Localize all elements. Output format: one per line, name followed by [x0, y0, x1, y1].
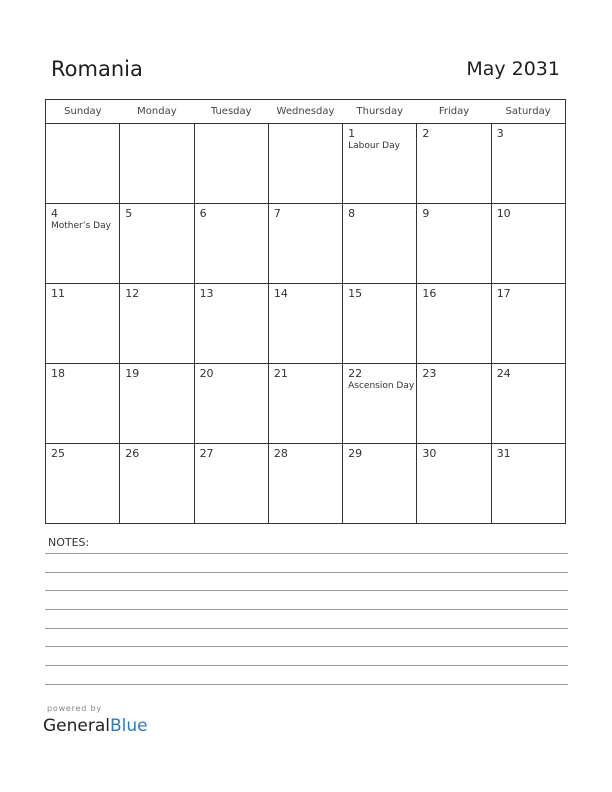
day-number: 5	[125, 207, 133, 220]
day-cell[interactable]	[120, 204, 194, 284]
weekday-header-row	[46, 100, 566, 124]
week-row	[46, 124, 566, 204]
day-cell[interactable]	[46, 124, 120, 204]
notes-line	[45, 609, 568, 610]
day-cell[interactable]	[491, 204, 565, 284]
day-number: 26	[125, 447, 140, 460]
day-number: 3	[496, 127, 504, 140]
day-cell[interactable]	[268, 284, 342, 364]
day-number: 14	[273, 287, 288, 300]
day-number: 13	[199, 287, 214, 300]
day-number: 27	[199, 447, 214, 460]
day-cell[interactable]	[46, 204, 120, 284]
day-cell[interactable]	[491, 444, 565, 524]
day-number: 19	[125, 367, 140, 380]
day-cell[interactable]	[194, 444, 268, 524]
weekday-header: Sunday	[46, 100, 120, 124]
day-cell[interactable]	[343, 364, 417, 444]
day-number: 24	[496, 367, 511, 380]
notes-line	[45, 646, 568, 647]
notes-line	[45, 665, 568, 666]
notes-line	[45, 684, 568, 685]
generalblue-logo[interactable]	[43, 716, 148, 736]
day-number: 11	[51, 287, 65, 300]
day-number: 1	[348, 127, 356, 140]
day-cell[interactable]	[491, 124, 565, 204]
day-number: 12	[125, 287, 140, 300]
day-cell[interactable]	[120, 444, 194, 524]
day-cell[interactable]	[268, 444, 342, 524]
weekday-header: Thursday	[343, 100, 417, 124]
day-cell[interactable]	[491, 284, 565, 364]
calendar-month-year: May 2031	[466, 58, 560, 80]
day-cell[interactable]	[194, 364, 268, 444]
week-row	[46, 204, 566, 284]
day-cell[interactable]	[268, 364, 342, 444]
holiday-label: Ascension Day	[348, 381, 415, 391]
powered-by-text: powered by	[47, 704, 102, 713]
day-cell[interactable]	[120, 124, 194, 204]
day-cell[interactable]	[268, 204, 342, 284]
day-number: 23	[422, 367, 437, 380]
brand-blue: Blue	[110, 716, 148, 736]
week-row	[46, 444, 566, 524]
holiday-label: Labour Day	[348, 141, 400, 151]
day-cell[interactable]	[120, 284, 194, 364]
day-number: 4	[51, 207, 58, 220]
day-cell[interactable]	[417, 364, 491, 444]
day-number: 9	[422, 207, 430, 220]
day-number: 31	[496, 447, 511, 460]
day-number: 18	[51, 367, 65, 380]
notes-line	[45, 572, 568, 573]
calendar-country: Romania	[51, 57, 143, 81]
day-number: 17	[496, 287, 511, 300]
holiday-label: Mother’s Day	[51, 221, 111, 231]
day-cell[interactable]	[417, 124, 491, 204]
day-number: 29	[348, 447, 363, 460]
notes-line	[45, 553, 568, 554]
notes-label: NOTES:	[48, 536, 90, 549]
notes-line	[45, 628, 568, 629]
day-cell[interactable]	[268, 124, 342, 204]
day-cell[interactable]	[343, 444, 417, 524]
day-number: 10	[496, 207, 511, 220]
day-cell[interactable]	[46, 444, 120, 524]
weekday-header: Wednesday	[268, 100, 342, 124]
day-number: 28	[273, 447, 288, 460]
day-cell[interactable]	[417, 204, 491, 284]
day-number: 15	[348, 287, 363, 300]
weekday-header: Tuesday	[194, 100, 268, 124]
weekday-header: Monday	[120, 100, 194, 124]
day-number: 16	[422, 287, 437, 300]
weekday-header: Friday	[417, 100, 491, 124]
day-number: 22	[348, 367, 363, 380]
day-cell[interactable]	[194, 124, 268, 204]
week-row	[46, 284, 566, 364]
day-cell[interactable]	[46, 364, 120, 444]
day-number: 8	[348, 207, 356, 220]
calendar-grid	[45, 99, 566, 524]
day-cell[interactable]	[194, 204, 268, 284]
brand-general: General	[43, 716, 110, 736]
weekday-header: Saturday	[491, 100, 565, 124]
day-cell[interactable]	[417, 444, 491, 524]
day-number: 2	[422, 127, 430, 140]
notes-line	[45, 590, 568, 591]
day-number: 30	[422, 447, 437, 460]
day-cell[interactable]	[491, 364, 565, 444]
day-number: 6	[199, 207, 207, 220]
day-cell[interactable]	[417, 284, 491, 364]
day-cell[interactable]	[120, 364, 194, 444]
day-cell[interactable]	[343, 284, 417, 364]
day-number: 25	[51, 447, 65, 460]
day-number: 7	[273, 207, 281, 220]
day-cell[interactable]	[46, 284, 120, 364]
day-number: 21	[273, 367, 288, 380]
day-cell[interactable]	[194, 284, 268, 364]
day-number: 20	[199, 367, 214, 380]
day-cell[interactable]	[343, 124, 417, 204]
week-row	[46, 364, 566, 444]
day-cell[interactable]	[343, 204, 417, 284]
